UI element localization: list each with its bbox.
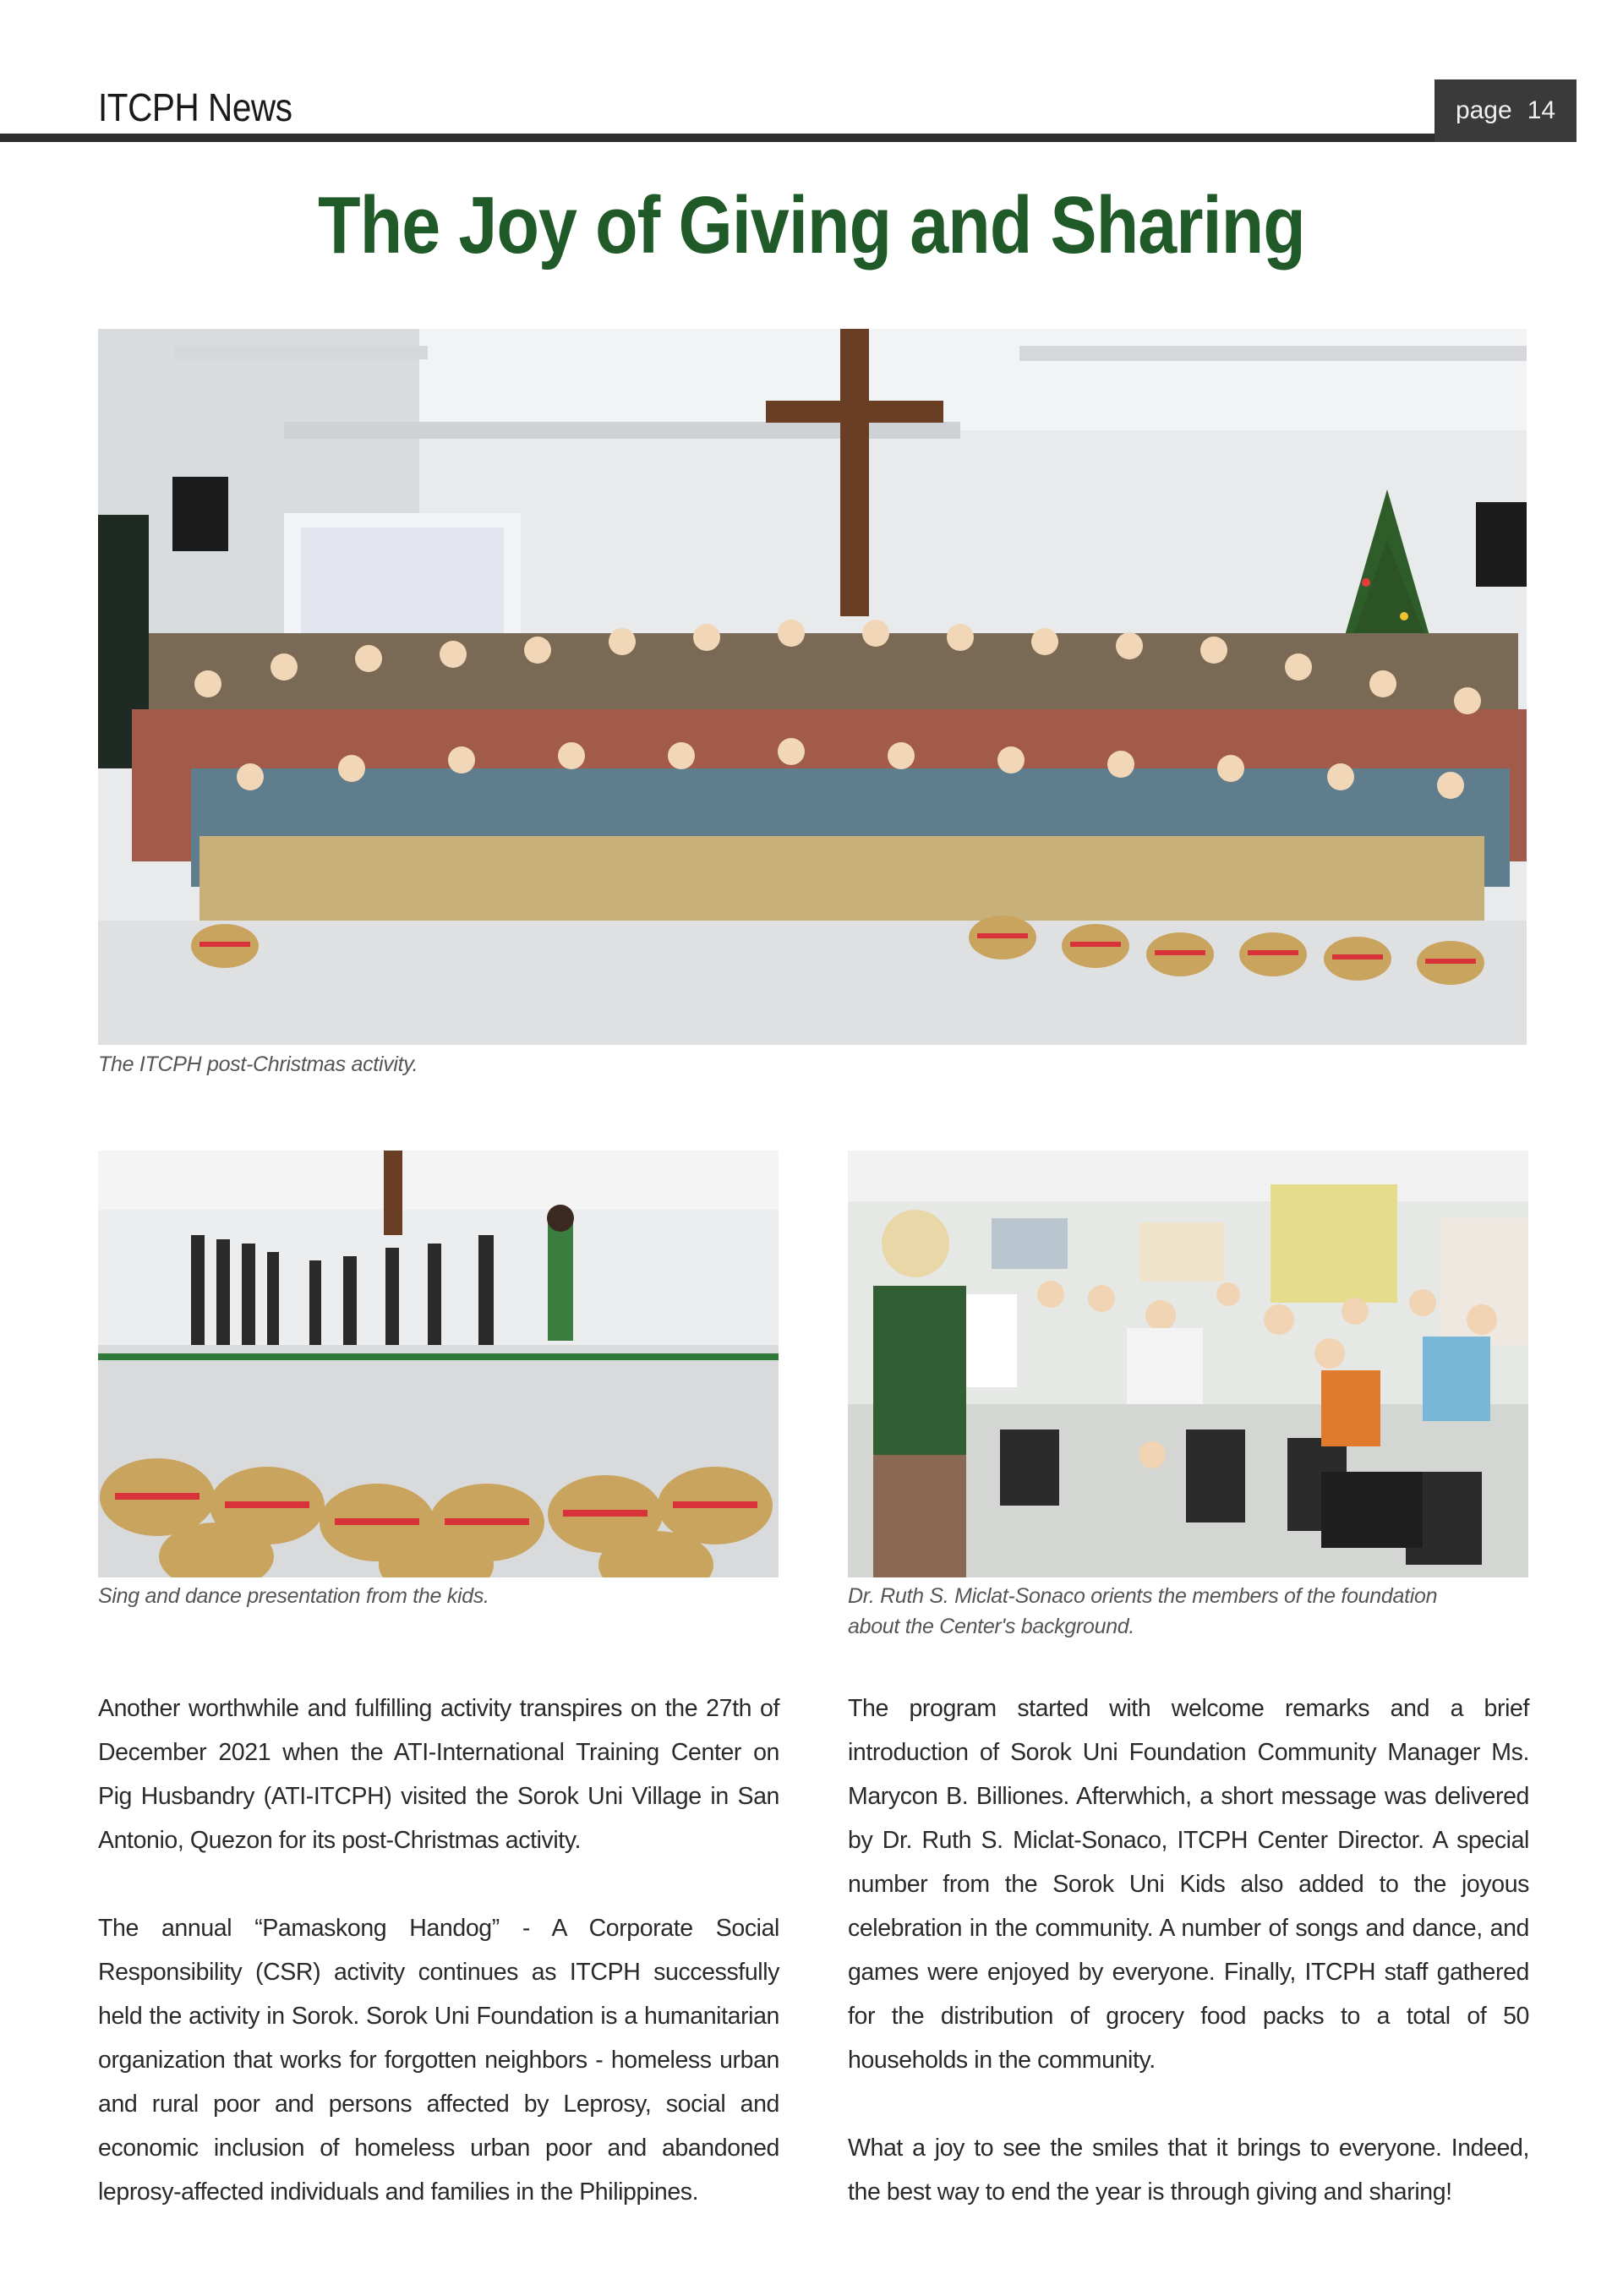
kids-performance-photo xyxy=(98,1151,779,1577)
body-left-column xyxy=(98,1686,779,2258)
newsletter-name: ITCPH News xyxy=(98,85,292,129)
main-group-photo xyxy=(98,329,1527,1045)
article-title: The Joy of Giving and Sharing xyxy=(318,180,1305,271)
body-paragraph: The program started with welcome remarks and a brief introduction of Sorok Uni Foundation Community Manager Ms. Marycon B. Billiones. Afterwhich, a short message was delivered by Dr. Ruth S. Miclat-Sonaco, ITCPH Center Director. A special number from the Sorok Uni Kids also added to the joyous celebration in the community. A number of songs and dance, and games were enjoyed by everyone. Finally, ITCPH staff gathered for the distribution of grocery food packs to a total of 50 households in the community. xyxy=(848,1695,1529,2074)
orientation-photo-illustration xyxy=(848,1151,1528,1577)
body-paragraph: Another worthwhile and fulfilling activity transpires on the 27th of December 2021 when the ATI-International Training Center on Pig Husbandry (ATI-ITCPH) visited the Sorok Uni Village in San Antonio, Quezon for its post-Christmas activity. xyxy=(98,1695,779,1854)
body-right-column xyxy=(848,1686,1529,2258)
kids-photo-illustration xyxy=(98,1151,779,1577)
page-label: page xyxy=(1455,96,1512,124)
page-number-box xyxy=(1434,79,1577,142)
page-number: 14 xyxy=(1527,96,1556,124)
right-photo-caption: Dr. Ruth S. Miclat-Sonaco orients the members of the foundation about the Center's background. xyxy=(848,1584,1438,1638)
left-photo-caption: Sing and dance presentation from the kids. xyxy=(98,1584,489,1608)
body-paragraph: The annual “Pamaskong Handog” - A Corporate Social Responsibility (CSR) activity continues as ITCPH successfully held the activity in Sorok. Sorok Uni Foundation is a humanitarian organization that works for forgotten neighbors - homeless urban and rural poor and persons affected by Leprosy, social and economic inclusion of homeless urban poor and abandoned leprosy-affected individuals and families in the Philippines. xyxy=(98,1915,779,2206)
group-photo-illustration xyxy=(98,329,1527,1045)
body-paragraph: What a joy to see the smiles that it brings to everyone. Indeed, the best way to end the year is through giving and sharing! xyxy=(848,2135,1529,2206)
main-photo-caption: The ITCPH post-Christmas activity. xyxy=(98,1052,418,1076)
header-rule xyxy=(0,134,1577,142)
orientation-photo xyxy=(848,1151,1528,1577)
